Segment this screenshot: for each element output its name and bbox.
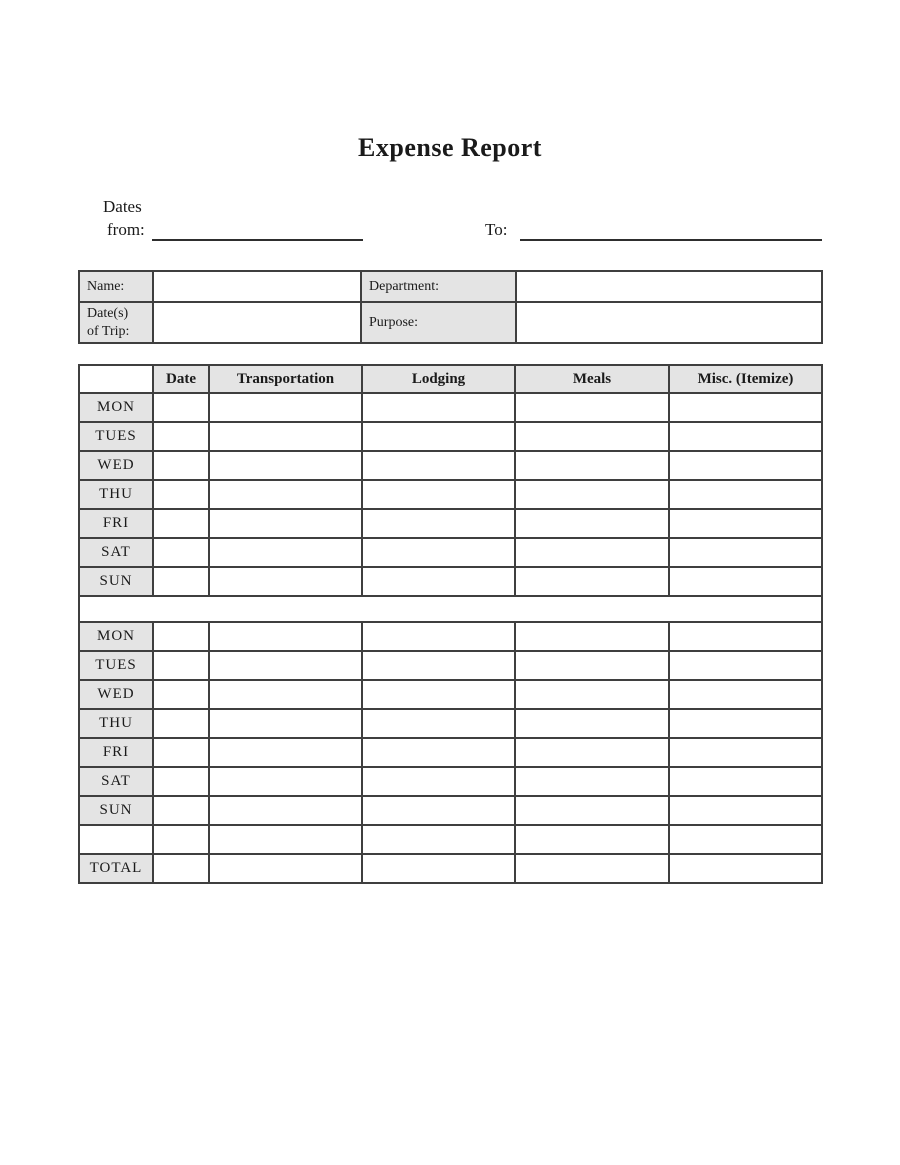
table-row: [79, 302, 822, 343]
expense-cell[interactable]: [209, 738, 362, 767]
table-row: [79, 767, 822, 796]
expense-cell[interactable]: [669, 651, 822, 680]
expense-grid-table: [78, 364, 823, 884]
expense-cell[interactable]: [362, 709, 515, 738]
department-label: Department:: [361, 271, 516, 302]
name-label: Name:: [79, 271, 153, 302]
expense-cell[interactable]: [153, 451, 209, 480]
expense-cell[interactable]: [209, 767, 362, 796]
expense-cell[interactable]: [669, 738, 822, 767]
expense-cell[interactable]: [669, 567, 822, 596]
expense-cell[interactable]: [515, 680, 669, 709]
column-header-misc: Misc. (Itemize): [669, 365, 822, 393]
expense-cell[interactable]: [669, 509, 822, 538]
day-label-cell: THU: [79, 480, 153, 509]
expense-cell[interactable]: [669, 825, 822, 854]
table-row: [79, 825, 822, 854]
expense-cell[interactable]: [153, 651, 209, 680]
expense-cell[interactable]: [153, 509, 209, 538]
expense-cell[interactable]: [362, 509, 515, 538]
day-label-cell: THU: [79, 709, 153, 738]
day-label-cell: WED: [79, 680, 153, 709]
expense-cell[interactable]: [362, 480, 515, 509]
purpose-input-cell[interactable]: [516, 302, 822, 343]
total-cell[interactable]: [515, 854, 669, 883]
total-label-cell: TOTAL: [79, 854, 153, 883]
day-label-cell: TUES: [79, 422, 153, 451]
expense-cell[interactable]: [515, 738, 669, 767]
expense-cell[interactable]: [515, 422, 669, 451]
expense-cell[interactable]: [669, 622, 822, 651]
expense-cell[interactable]: [362, 767, 515, 796]
expense-cell[interactable]: [153, 767, 209, 796]
expense-cell[interactable]: [153, 738, 209, 767]
expense-cell[interactable]: [362, 796, 515, 825]
day-label-cell: MON: [79, 393, 153, 422]
expense-cell[interactable]: [515, 538, 669, 567]
expense-cell[interactable]: [362, 622, 515, 651]
purpose-label: Purpose:: [361, 302, 516, 343]
expense-cell[interactable]: [515, 622, 669, 651]
expense-cell[interactable]: [669, 422, 822, 451]
page-title: Expense Report: [358, 133, 542, 162]
table-row: [79, 451, 822, 480]
expense-cell[interactable]: [153, 796, 209, 825]
column-header-transportation: Transportation: [209, 365, 362, 393]
expense-cell[interactable]: [669, 709, 822, 738]
total-cell[interactable]: [209, 854, 362, 883]
expense-cell[interactable]: [669, 538, 822, 567]
expense-cell[interactable]: [669, 393, 822, 422]
trip-dates-label: Date(s) of Trip:: [79, 302, 153, 343]
day-label-cell: FRI: [79, 509, 153, 538]
expense-cell[interactable]: [515, 480, 669, 509]
expense-cell[interactable]: [669, 796, 822, 825]
table-row: [79, 796, 822, 825]
table-header-row: [79, 365, 822, 393]
corner-header-cell: [79, 365, 153, 393]
day-label-cell: SAT: [79, 538, 153, 567]
trip-info-table: [78, 270, 823, 344]
column-header-date: Date: [153, 365, 209, 393]
expense-cell[interactable]: [515, 651, 669, 680]
total-cell[interactable]: [362, 854, 515, 883]
expense-cell[interactable]: [362, 738, 515, 767]
day-label-cell: SAT: [79, 767, 153, 796]
dates-from-input-line[interactable]: [152, 217, 363, 241]
expense-cell[interactable]: [515, 796, 669, 825]
total-row: [79, 854, 822, 883]
expense-cell[interactable]: [209, 480, 362, 509]
week-separator-cell: [79, 596, 822, 622]
table-row: [79, 622, 822, 651]
expense-cell[interactable]: [153, 709, 209, 738]
table-row: [79, 509, 822, 538]
dates-from-label: from:: [107, 220, 145, 239]
expense-cell[interactable]: [669, 480, 822, 509]
expense-cell[interactable]: [362, 680, 515, 709]
expense-cell[interactable]: [209, 651, 362, 680]
expense-cell[interactable]: [209, 680, 362, 709]
expense-cell[interactable]: [362, 422, 515, 451]
table-row: [79, 680, 822, 709]
day-label-cell: MON: [79, 622, 153, 651]
expense-cell[interactable]: [515, 393, 669, 422]
expense-cell[interactable]: [515, 451, 669, 480]
expense-cell[interactable]: [362, 825, 515, 854]
expense-cell[interactable]: [153, 393, 209, 422]
expense-cell[interactable]: [153, 825, 209, 854]
total-cell[interactable]: [669, 854, 822, 883]
table-row: [79, 567, 822, 596]
table-row: [79, 538, 822, 567]
expense-cell[interactable]: [153, 622, 209, 651]
expense-cell[interactable]: [669, 680, 822, 709]
expense-cell[interactable]: [362, 451, 515, 480]
total-cell[interactable]: [153, 854, 209, 883]
expense-cell[interactable]: [362, 651, 515, 680]
expense-cell[interactable]: [153, 680, 209, 709]
expense-cell[interactable]: [515, 767, 669, 796]
expense-cell[interactable]: [209, 509, 362, 538]
expense-cell[interactable]: [515, 567, 669, 596]
table-row: [79, 738, 822, 767]
expense-cell[interactable]: [362, 567, 515, 596]
expense-cell[interactable]: [515, 825, 669, 854]
table-row: [79, 422, 822, 451]
expense-cell[interactable]: [209, 825, 362, 854]
day-label-cell: FRI: [79, 738, 153, 767]
expense-cell[interactable]: [153, 538, 209, 567]
expense-cell[interactable]: [362, 538, 515, 567]
expense-cell[interactable]: [153, 480, 209, 509]
day-label-cell: WED: [79, 451, 153, 480]
expense-cell[interactable]: [209, 709, 362, 738]
dates-to-input-line[interactable]: [520, 217, 822, 241]
department-input-cell[interactable]: [516, 271, 822, 302]
expense-cell[interactable]: [209, 796, 362, 825]
table-row: [79, 271, 822, 302]
day-label-cell: TUES: [79, 651, 153, 680]
name-input-cell[interactable]: [153, 271, 361, 302]
expense-cell[interactable]: [515, 709, 669, 738]
day-label-cell: SUN: [79, 796, 153, 825]
expense-cell[interactable]: [209, 538, 362, 567]
table-row: [79, 651, 822, 680]
dates-to-label: To:: [485, 220, 508, 239]
dates-label: Dates: [103, 197, 142, 216]
column-header-lodging: Lodging: [362, 365, 515, 393]
expense-cell[interactable]: [209, 451, 362, 480]
expense-cell[interactable]: [153, 567, 209, 596]
expense-cell[interactable]: [209, 422, 362, 451]
expense-cell[interactable]: [669, 767, 822, 796]
week-separator-row: [79, 596, 822, 622]
expense-cell[interactable]: [515, 509, 669, 538]
expense-cell[interactable]: [153, 422, 209, 451]
day-label-cell: SUN: [79, 567, 153, 596]
expense-cell[interactable]: [669, 451, 822, 480]
table-row: [79, 393, 822, 422]
expense-cell[interactable]: [209, 567, 362, 596]
table-row: [79, 480, 822, 509]
table-row: [79, 709, 822, 738]
trip-dates-input-cell[interactable]: [153, 302, 361, 343]
expense-cell[interactable]: [209, 622, 362, 651]
blank-label-cell: [79, 825, 153, 854]
column-header-meals: Meals: [515, 365, 669, 393]
expense-cell[interactable]: [362, 393, 515, 422]
expense-cell[interactable]: [209, 393, 362, 422]
